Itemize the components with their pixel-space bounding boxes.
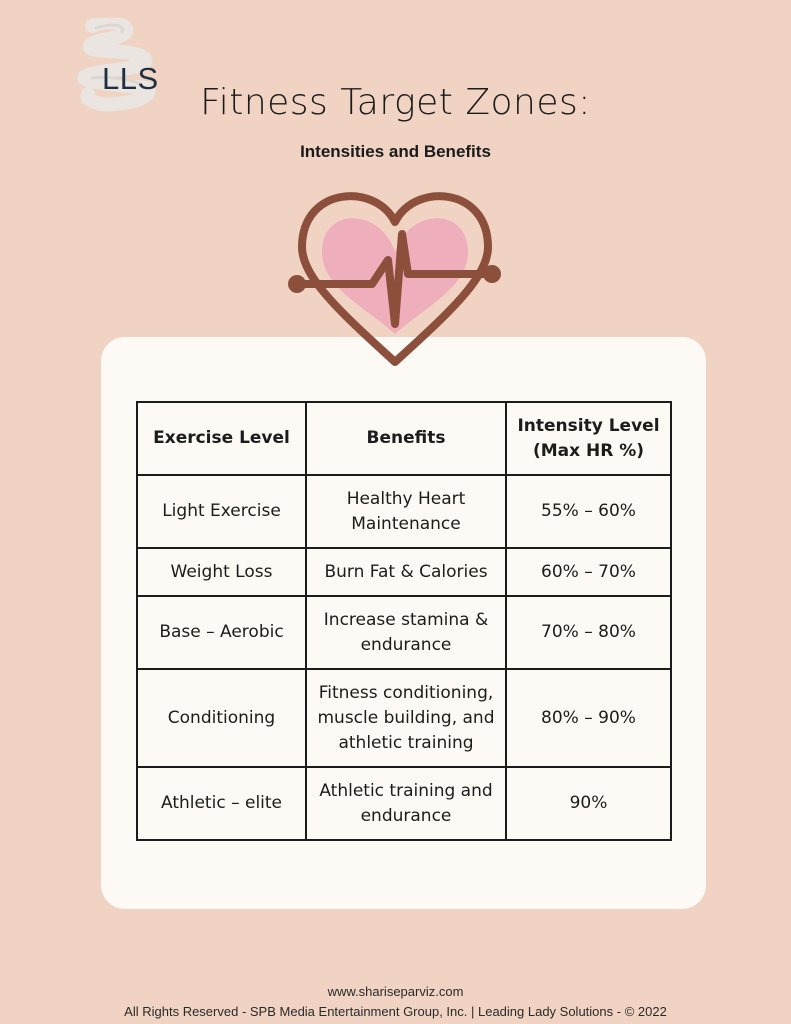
intensity-cell: 70% – 80%: [506, 596, 671, 669]
fitness-zones-table: [136, 401, 672, 841]
logo-text: LLS: [102, 61, 159, 96]
intensity-cell: 90%: [506, 767, 671, 840]
header-benefits: Benefits: [306, 402, 506, 475]
exercise-level-cell: Conditioning: [137, 669, 306, 767]
header-intensity-level: Intensity Level (Max HR %): [506, 402, 671, 475]
benefits-cell: Athletic training and endurance: [306, 767, 506, 840]
page-subtitle: Intensities and Benefits: [300, 142, 491, 161]
footer-copyright: All Rights Reserved - SPB Media Entertainment Group, Inc. | Leading Lady Solutions - © 2022: [124, 1004, 667, 1019]
intensity-cell: 55% – 60%: [506, 475, 671, 548]
exercise-level-cell: Light Exercise: [137, 475, 306, 548]
intensity-cell: 80% – 90%: [506, 669, 671, 767]
footer-website: www.shariseparviz.com: [327, 984, 464, 999]
table-header-row: [137, 402, 671, 475]
benefits-cell: Fitness conditioning, muscle building, and athletic training: [306, 669, 506, 767]
table-row: [137, 548, 671, 596]
benefits-cell: Burn Fat & Calories: [306, 548, 506, 596]
heartbeat-heart-icon: [280, 182, 510, 372]
benefits-cell: Increase stamina & endurance: [306, 596, 506, 669]
exercise-level-cell: Weight Loss: [137, 548, 306, 596]
table-row: [137, 767, 671, 840]
exercise-level-cell: Athletic – elite: [137, 767, 306, 840]
exercise-level-cell: Base – Aerobic: [137, 596, 306, 669]
page-title: Fitness Target Zones:: [200, 82, 591, 123]
header-exercise-level: Exercise Level: [137, 402, 306, 475]
table-row: [137, 596, 671, 669]
benefits-cell: Healthy Heart Maintenance: [306, 475, 506, 548]
table-row: [137, 669, 671, 767]
intensity-cell: 60% – 70%: [506, 548, 671, 596]
table-row: [137, 475, 671, 548]
